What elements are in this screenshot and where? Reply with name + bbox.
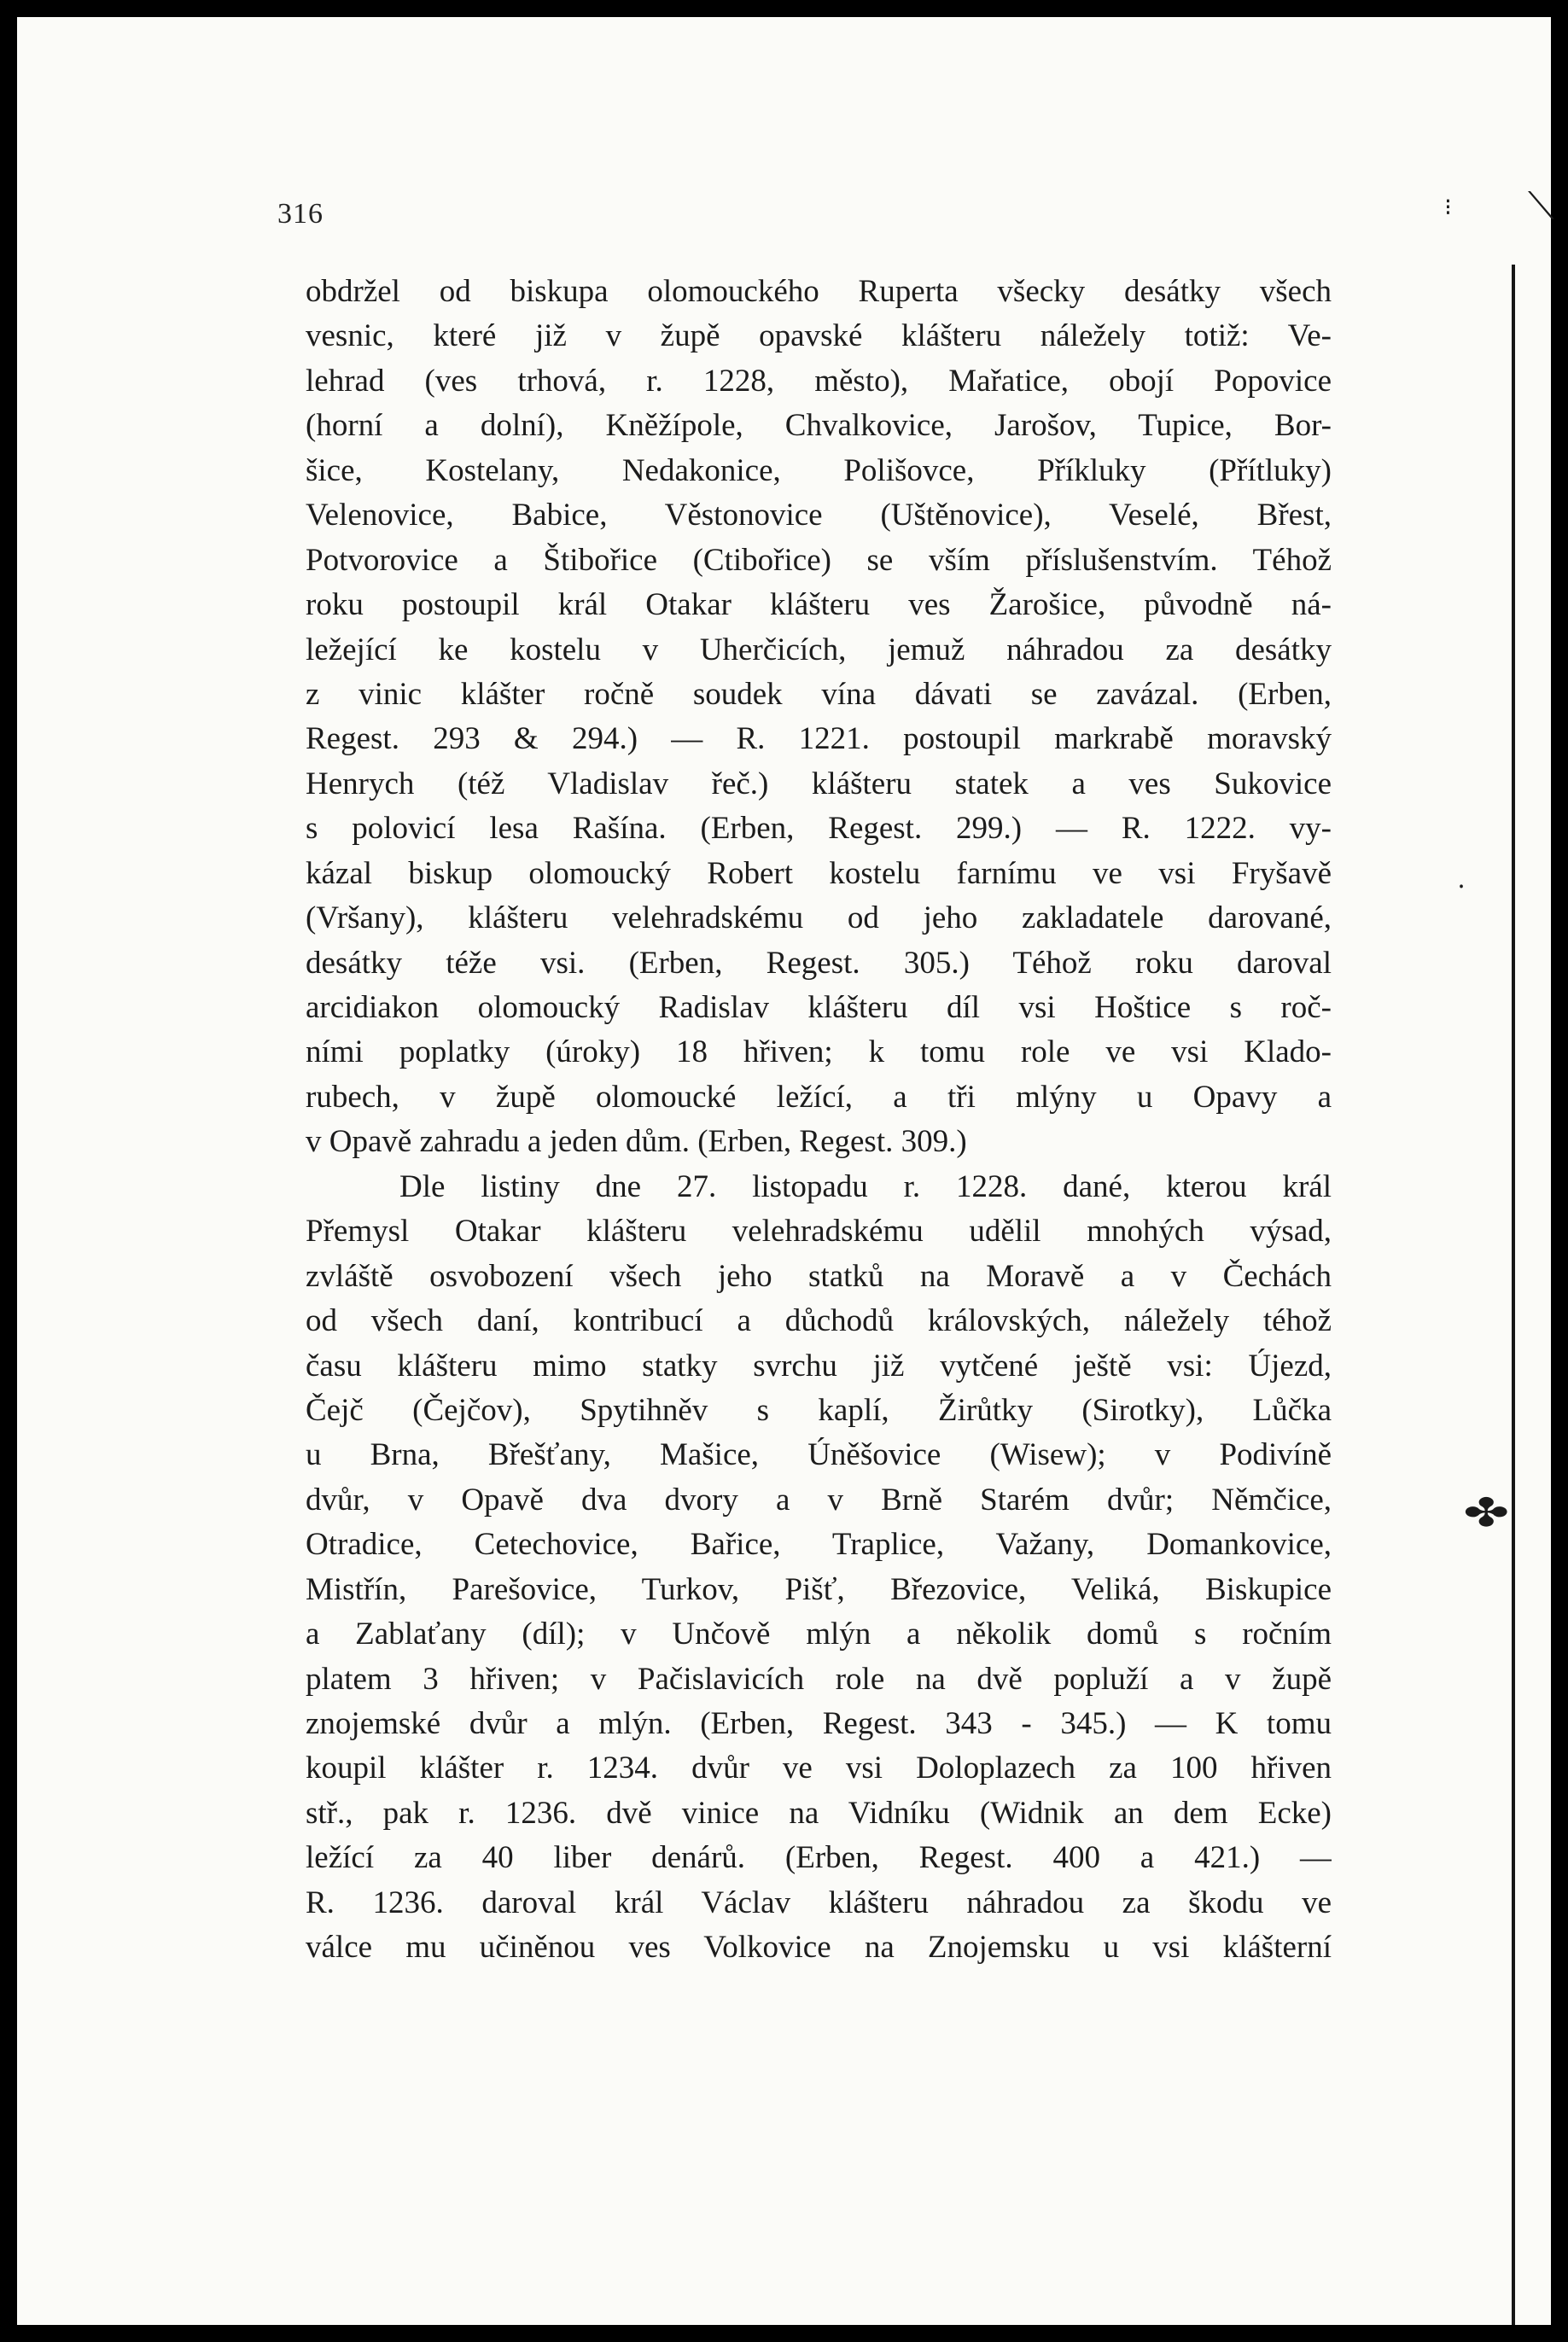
text-line: (horní a dolní), Kněžípole, Chvalkovice, Jarošov, Tupice, Bor-: [306, 408, 1332, 444]
text-line: z vinic klášter ročně soudek vína dávati se zavázal. (Erben,: [306, 676, 1332, 712]
text-line: Otradice, Cetechovice, Bařice, Traplice, Važany, Domankovice,: [306, 1527, 1332, 1563]
text-line: Henrych (též Vladislav řeč.) klášteru statek a ves Sukovice: [306, 766, 1332, 801]
page-number: 316: [277, 198, 324, 230]
text-line: koupil klášter r. 1234. dvůr ve vsi Doloplazech za 100 hřiven: [306, 1751, 1332, 1786]
text-line: šice, Kostelany, Nedakonice, Polišovce, Příkluky (Přítluky): [306, 452, 1332, 488]
text-line: znojemské dvůr a mlýn. (Erben, Regest. 343 - 345.) — K tomu: [306, 1706, 1332, 1741]
text-line: dvůr, v Opavě dva dvory a v Brně Starém dvůr; Němčice,: [306, 1482, 1332, 1518]
text-line: u Brna, Břešťany, Mašice, Úněšovice (Wisew); v Podivíně: [306, 1437, 1332, 1473]
text-line: lehrad (ves trhová, r. 1228, město), Mařatice, obojí Popovice: [306, 363, 1332, 399]
text-line: zvláště osvobození všech jeho statků na Moravě a v Čechách: [306, 1258, 1332, 1294]
text-line: Čejč (Čejčov), Spytihněv s kaplí, Žirůtky (Sirotky), Lůčka: [306, 1392, 1332, 1428]
margin-rule: [1512, 265, 1515, 2325]
text-line: (Vršany), klášteru velehradskému od jeho zakladatele darované,: [306, 900, 1332, 936]
text-line: arcidiakon olomoucký Radislav klášteru díl vsi Hoštice s roč-: [306, 990, 1332, 1025]
ink-blot: ✤: [1463, 1491, 1510, 1535]
text-line: platem 3 hřiven; v Pačislavicích role na dvě popluží a v župě: [306, 1661, 1332, 1697]
text-line: ležející ke kostelu v Uherčicích, jemuž náhradou za desátky: [306, 632, 1332, 667]
text-line: kázal biskup olomoucký Robert kostelu farnímu ve vsi Fryšavě: [306, 855, 1332, 891]
text-line: času klášteru mimo statky svrchu již vytčené ještě vsi: Újezd,: [306, 1348, 1332, 1384]
text-line: Regest. 293 & 294.) — R. 1221. postoupil markrabě moravský: [306, 721, 1332, 757]
text-line: rubech, v župě olomoucké ležící, a tři mlýny u Opavy a: [306, 1079, 1332, 1115]
text-line: Mistřín, Parešovice, Turkov, Pišť, Březovice, Veliká, Biskupice: [306, 1571, 1332, 1607]
text-line: Potvorovice a Štibořice (Ctibořice) se vším příslušenstvím. Téhož: [306, 542, 1332, 578]
ink-speck: ⁝: [1444, 195, 1452, 221]
text-line: stř., pak r. 1236. dvě vinice na Vidníku (Widnik an dem Ecke): [306, 1795, 1332, 1831]
body-text: [306, 270, 1332, 1971]
text-line: obdržel od biskupa olomouckého Ruperta všecky desátky všech: [306, 274, 1332, 309]
text-line: ležící za 40 liber denárů. (Erben, Regest. 400 a 421.) —: [306, 1840, 1332, 1876]
text-line: vesnic, které již v župě opavské klášteru náležely totiž: Ve-: [306, 318, 1332, 354]
text-line: a Zablaťany (díl); v Unčově mlýn a několik domů s ročním: [306, 1617, 1332, 1652]
ink-mark: ⟍: [1528, 185, 1554, 227]
text-line: ními poplatky (úroky) 18 hřiven; k tomu role ve vsi Kladо-: [306, 1034, 1332, 1070]
text-line: od všech daní, kontribucí a důchodů královských, náležely téhož: [306, 1303, 1332, 1339]
text-line: roku postoupil král Otakar klášteru ves Žarošice, původně ná-: [306, 587, 1332, 623]
text-line: Dle listiny dne 27. listopadu r. 1228. dané, kterou král: [399, 1168, 1332, 1204]
text-line: R. 1236. daroval král Václav klášteru náhradou za škodu ve: [306, 1885, 1332, 1920]
text-line: desátky téže vsi. (Erben, Regest. 305.) Téhož roku daroval: [306, 945, 1332, 981]
book-page: [17, 17, 1554, 2325]
text-line: Velenovice, Babice, Věstonovice (Uštěnovice), Veselé, Břest,: [306, 498, 1332, 533]
text-line: válce mu učiněnou ves Volkovice na Znojemsku u vsi klášterní: [306, 1930, 1332, 1966]
ink-speck: ⸱: [1458, 873, 1466, 901]
text-line: v Opavě zahradu a jeden dům. (Erben, Regest. 309.): [306, 1124, 967, 1160]
text-line: Přemysl Otakar klášteru velehradskému udělil mnohých výsad,: [306, 1214, 1332, 1250]
text-line: s polovicí lesa Rašína. (Erben, Regest. 299.) — R. 1222. vy-: [306, 811, 1332, 847]
